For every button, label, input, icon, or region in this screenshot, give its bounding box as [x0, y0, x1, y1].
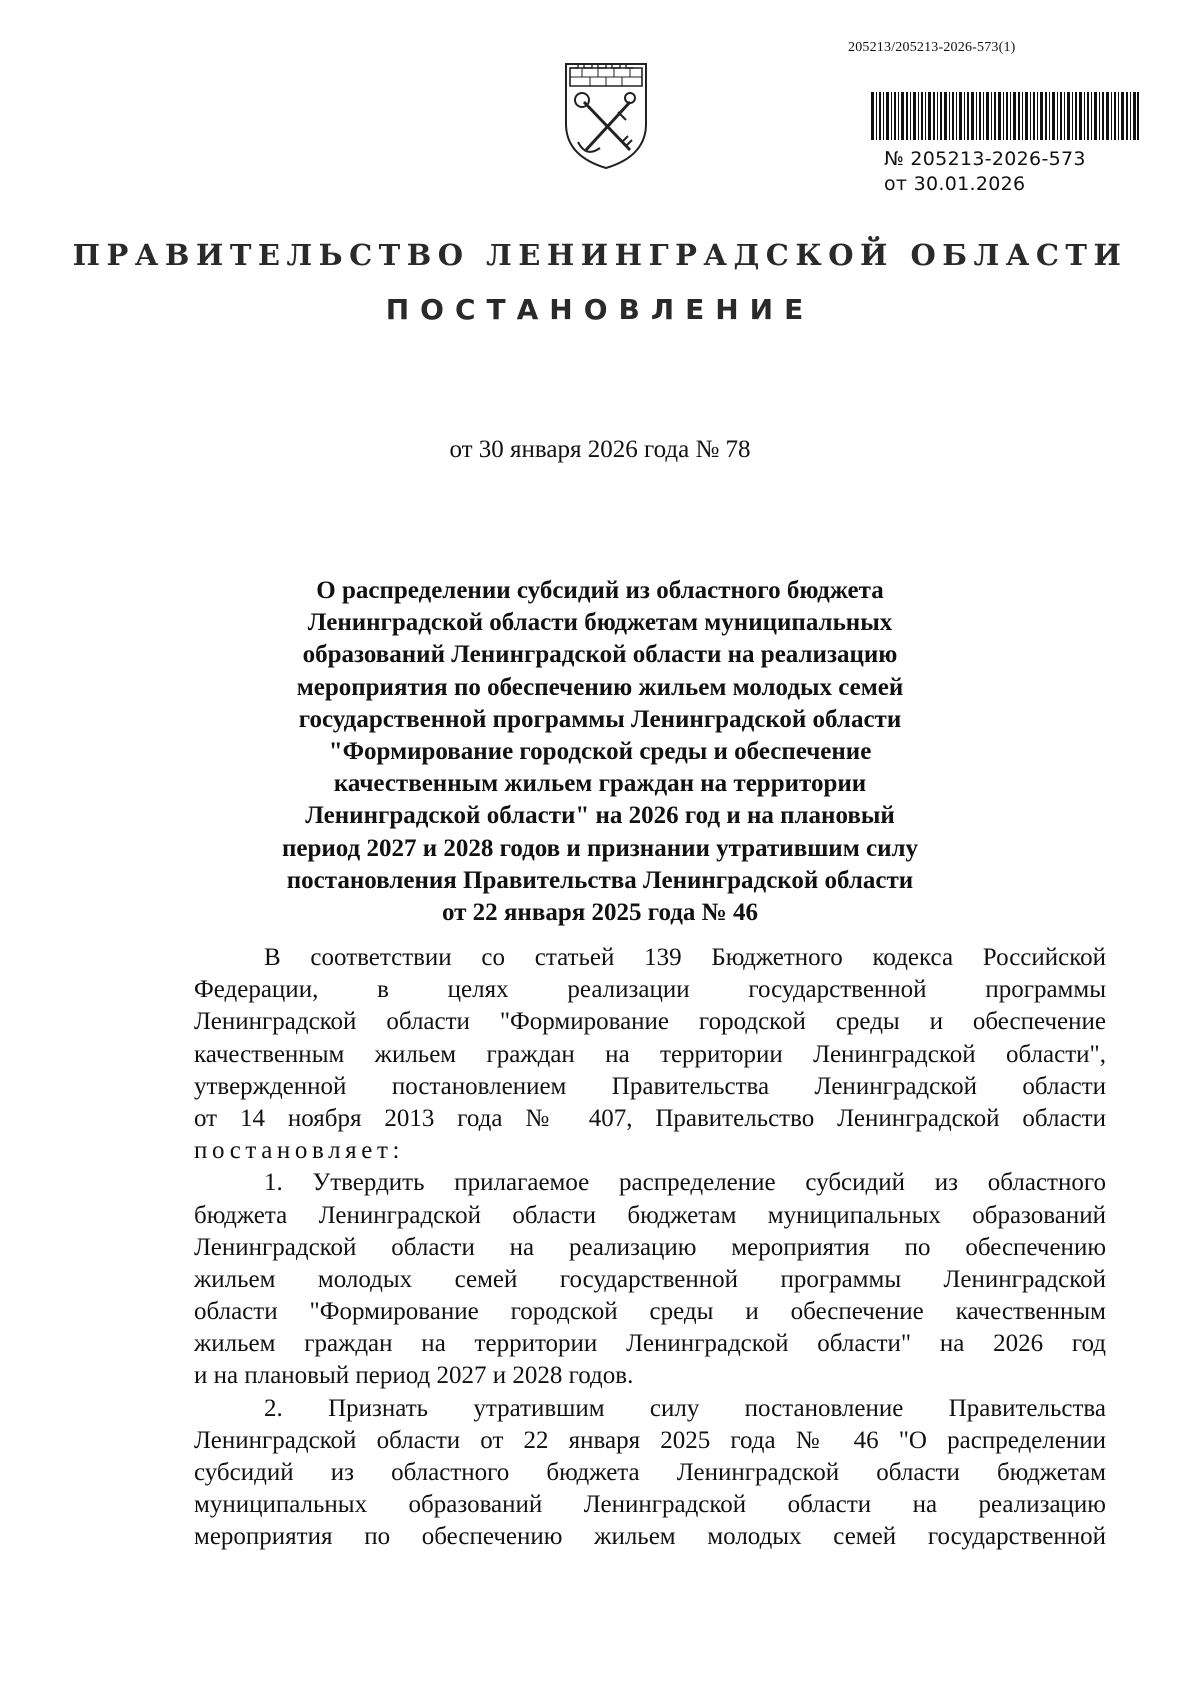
document-type: ПОСТАНОВЛЕНИЕ: [385, 293, 815, 326]
body-line: 2. Признать утратившим силу постановление Правительства: [264, 1394, 1106, 1422]
barcode: [871, 92, 1139, 140]
body-line: от 14 ноября 2013 года № 407, Правительство Ленинградской области: [194, 1104, 1106, 1132]
body-line: постановляет:: [194, 1137, 405, 1165]
body-line: субсидий из областного бюджета Ленинградской области бюджетам: [194, 1459, 1106, 1486]
document-id: 205213/205213-2026-573(1): [848, 40, 1016, 55]
title-line: Ленинградской области" на 2026 год и на плановый: [305, 802, 895, 830]
resolution-title: [250, 575, 950, 929]
title-line: Ленинградской области бюджетам муниципальных: [307, 609, 893, 637]
title-line: О распределении субсидий из областного бюджета: [316, 577, 884, 604]
body-line: жильем граждан на территории Ленинградской области" на 2026 год: [194, 1330, 1106, 1358]
body-line: утвержденной постановлением Правительства Ленинградской области: [194, 1072, 1106, 1100]
body-line: и на плановый период 2027 и 2028 годов.: [194, 1362, 634, 1390]
body-line: Ленинградской области на реализацию мероприятия по обеспечению: [194, 1233, 1106, 1261]
body-line: Федерации, в целях реализации государственной программы: [194, 976, 1106, 1004]
body-line: области "Формирование городской среды и обеспечение качественным: [194, 1298, 1106, 1326]
body-line: 1. Утвердить прилагаемое распределение субсидий из областного: [264, 1169, 1106, 1197]
document-date-number: от 30 января 2026 года № 78: [449, 436, 751, 463]
body-line: Ленинградской области "Формирование городской среды и обеспечение: [194, 1008, 1106, 1036]
title-line: государственной программы Ленинградской области: [298, 705, 902, 733]
coat-of-arms-icon: [560, 60, 652, 172]
registration-number: № 205213-2026-573: [884, 148, 1086, 170]
body-line: Ленинградской области от 22 января 2025 года № 46 "О распределении: [194, 1426, 1106, 1454]
title-line: образований Ленинградской области на реализацию: [302, 641, 898, 669]
body-line: бюджета Ленинградской области бюджетам муниципальных образований: [194, 1201, 1106, 1229]
title-line: период 2027 и 2028 годов и признании утратившим силу: [281, 834, 919, 862]
body-text: [194, 942, 1106, 1554]
body-line: В соответствии со статьей 139 Бюджетного кодекса Российской: [264, 944, 1106, 971]
body-line: жильем молодых семей государственной программы Ленинградской: [194, 1265, 1106, 1293]
title-line: "Формирование городской среды и обеспечение: [328, 738, 872, 766]
registration-date: от 30.01.2026: [884, 173, 1026, 195]
organization-title: ПРАВИТЕЛЬСТВО ЛЕНИНГРАДСКОЙ ОБЛАСТИ: [72, 238, 1128, 272]
body-line: муниципальных образований Ленинградской области на реализацию: [194, 1491, 1106, 1519]
title-line: мероприятия по обеспечению жильем молодых семей: [296, 673, 904, 701]
body-line: мероприятия по обеспечению жильем молодых семей государственной: [194, 1523, 1106, 1551]
body-line: качественным жильем граждан на территории Ленинградской области",: [194, 1040, 1106, 1068]
title-line: качественным жильем граждан на территории: [333, 770, 867, 798]
title-line: от 22 января 2025 года № 46: [441, 899, 759, 927]
title-line: постановления Правительства Ленинградской области: [286, 866, 914, 894]
